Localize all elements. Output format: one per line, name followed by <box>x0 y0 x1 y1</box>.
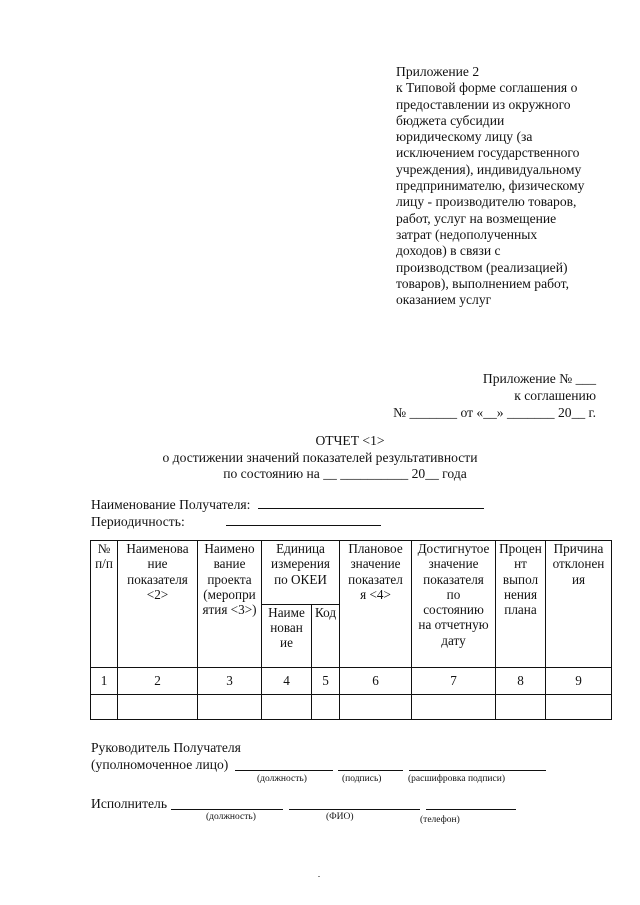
header-line: п/п <box>95 556 113 572</box>
table-cell[interactable] <box>91 695 118 720</box>
report-title-line-3: по состоянию на __ __________ 20__ года <box>223 466 467 481</box>
table-row <box>91 695 612 720</box>
appendix-line: доходов) в связи с <box>396 243 501 259</box>
head-signature-label-2: (уполномоченное лицо) <box>91 757 229 772</box>
column-number: 7 <box>412 668 496 695</box>
header-line: измерения <box>271 556 330 572</box>
header-line: я <4> <box>360 586 391 602</box>
appendix-line: исключением государственного <box>396 145 580 161</box>
header-line: Наиме <box>268 604 305 620</box>
header-line: Наименова <box>126 541 189 556</box>
header-line: выпол <box>502 571 539 587</box>
header-line: дату <box>441 632 466 648</box>
table-cell[interactable] <box>262 695 312 720</box>
recipient-label: Наименование Получателя: <box>91 497 251 512</box>
appendix-line: юридическому лицу (за <box>396 129 533 145</box>
executor-caption-position: (должность) <box>206 812 256 822</box>
head-signature-label-1: Руководитель Получателя <box>91 740 241 755</box>
header-line: Процен <box>499 541 542 556</box>
executor-phone-line[interactable] <box>426 809 516 810</box>
table-cell[interactable] <box>412 695 496 720</box>
table-cell[interactable] <box>312 695 340 720</box>
header-reason <box>546 541 612 668</box>
header-line: нован <box>270 619 303 635</box>
head-caption-position: (должность) <box>257 774 307 784</box>
header-line: отклонен <box>552 556 605 572</box>
appendix-line: к Типовой форме соглашения о <box>396 80 578 96</box>
report-title-line-1: ОТЧЕТ <1> <box>315 433 385 448</box>
column-number: 4 <box>262 668 312 695</box>
report-title <box>0 433 640 483</box>
header-line: по ОКЕИ <box>274 571 327 587</box>
appendix-line: лицу - производителю товаров, <box>396 194 577 210</box>
column-number: 8 <box>496 668 546 695</box>
scan-speck <box>318 876 320 877</box>
table-cell[interactable] <box>340 695 412 720</box>
table-cell[interactable] <box>496 695 546 720</box>
agreement-ref-line-3: № _______ от «__» _______ 20__ г. <box>393 405 596 420</box>
appendix-line: оказанием услуг <box>396 292 492 308</box>
header-line: на отчетную <box>418 617 489 633</box>
executor-caption-name: (ФИО) <box>326 812 354 822</box>
header-line: (меропри <box>203 586 256 602</box>
header-line: значение <box>350 556 401 572</box>
header-line: проекта <box>207 571 252 587</box>
header-line: по <box>446 586 461 602</box>
report-title-line-2: о достижении значений показателей результативности <box>162 449 478 465</box>
appendix-line: товаров), выполнением работ, <box>396 275 569 291</box>
agreement-reference <box>296 370 596 421</box>
header-achieved <box>412 541 496 668</box>
column-number: 3 <box>198 668 262 695</box>
head-caption-signature: (подпись) <box>342 774 382 784</box>
appendix-line: предпринимателю, физическому <box>396 178 585 194</box>
periodicity-row <box>91 513 381 530</box>
recipient-field[interactable] <box>258 496 484 509</box>
header-line: Наимено <box>204 541 255 556</box>
appendix-line: учреждения), индивидуальному <box>396 161 582 177</box>
header-indicator-name <box>118 541 198 668</box>
header-line: № <box>97 541 111 556</box>
header-percent <box>496 541 546 668</box>
appendix-line: производством (реализацией) <box>396 259 568 275</box>
table-cell[interactable] <box>198 695 262 720</box>
agreement-ref-line-2: к соглашению <box>514 388 596 403</box>
header-line: Причина <box>553 541 604 556</box>
header-unit-name <box>262 604 312 668</box>
header-line: <2> <box>146 586 169 602</box>
column-number: 6 <box>340 668 412 695</box>
table-cell[interactable] <box>546 695 612 720</box>
column-number: 1 <box>91 668 118 695</box>
header-line: ие <box>280 635 293 651</box>
head-name-line[interactable] <box>409 770 546 771</box>
header-line: нения <box>503 586 538 602</box>
appendix-line: Приложение 2 <box>396 64 480 79</box>
header-planned <box>340 541 412 668</box>
appendix-line: работ, услуг на возмещение <box>396 210 557 226</box>
header-project-name <box>198 541 262 668</box>
header-line: состоянию <box>423 602 484 618</box>
header-line: показателя <box>423 571 484 587</box>
executor-label: Исполнитель <box>91 796 168 811</box>
header-num <box>91 541 118 668</box>
header-line: Достигнутое <box>417 541 490 556</box>
column-number: 2 <box>118 668 198 695</box>
appendix-header <box>396 64 608 308</box>
column-number: 5 <box>312 668 340 695</box>
appendix-line: предоставлении из окружного <box>396 96 571 112</box>
head-position-line[interactable] <box>235 770 333 771</box>
header-line: Единица <box>276 541 325 556</box>
executor-position-line[interactable] <box>171 809 283 810</box>
head-signature-line[interactable] <box>338 770 403 771</box>
header-line: вание <box>213 556 246 572</box>
periodicity-label: Периодичность: <box>91 514 185 529</box>
table-cell[interactable] <box>118 695 198 720</box>
header-line: Код <box>314 604 337 620</box>
header-line: ние <box>147 556 168 572</box>
executor-caption-phone: (телефон) <box>420 815 460 825</box>
header-line: показател <box>348 571 403 587</box>
header-unit <box>262 541 340 605</box>
header-line: нт <box>514 556 527 572</box>
header-line: значение <box>428 556 479 572</box>
report-table <box>90 540 612 720</box>
header-line: Плановое <box>348 541 403 556</box>
header-line: показателя <box>127 571 188 587</box>
executor-name-line[interactable] <box>289 809 420 810</box>
column-number: 9 <box>546 668 612 695</box>
header-line: ятия <3>) <box>202 602 257 618</box>
header-line: плана <box>504 602 537 618</box>
appendix-line: затрат (недополученных <box>396 226 538 242</box>
recipient-row <box>91 496 484 513</box>
appendix-line: бюджета субсидии <box>396 112 505 128</box>
header-unit-code <box>312 604 340 668</box>
header-line: ия <box>571 571 586 587</box>
agreement-ref-line-1: Приложение № ___ <box>482 371 596 386</box>
periodicity-field[interactable] <box>226 513 381 526</box>
column-numbers-row <box>91 668 612 695</box>
head-caption-name: (расшифровка подписи) <box>408 774 505 784</box>
